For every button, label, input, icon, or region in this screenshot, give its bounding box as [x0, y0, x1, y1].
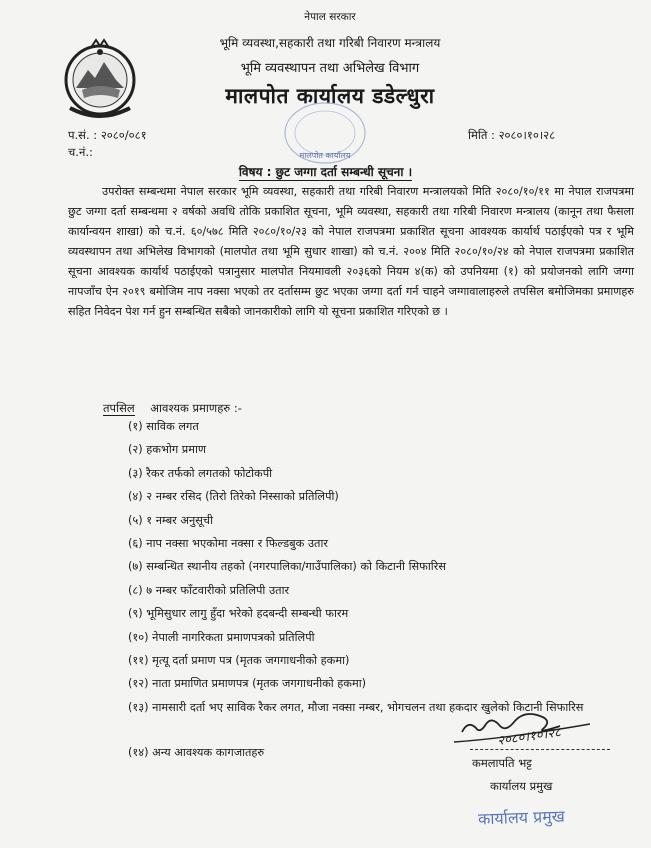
subject-line [0, 163, 651, 180]
tapsil-heading [103, 401, 242, 416]
list-item: (११) मृत्यू दर्ता प्रमाण पत्र (मृतक जगगाधनीको हकमा) [128, 653, 350, 667]
subject-text: विषय : छुट जग्गा दर्ता सम्बन्धी सूचना । [238, 165, 413, 179]
department-line: भूमि व्यवस्थापन तथा अभिलेख विभाग [240, 61, 420, 76]
list-item: (१) साविक लगत [128, 420, 199, 433]
notice-body: उपरोक्त सम्बन्धमा नेपाल सरकार भूमि व्यवस्था, सहकारी तथा गरिबी निवारण मन्त्रालयको मिति २०८०/१०/११ मा नेपाल राजपत्रमा छुट जग्गा दर्ता सम्बन्धमा २ वर्षको अवधि तोकि प्रकाशित सूचना, भूमि व्यवस्था, सहकारी तथा गरिबी निवारण मन्त्रालय (कानून तथा फैसला कार्यान्वयन शाखा) को च.नं. ६०/५७८ मिति २०८०/१०/२३ को नेपाल राजपत्रमा प्रकाशित सूचना आवश्यक कार्यार्थ पठाईएको पत्र र भूमि व्यवस्थापन तथा अभिलेख विभागको (मालपोत तथा भूमि सुधार शाखा) को च.नं. २००४ मिति २०८०/१०/२४ को नेपाल राजपत्रमा प्रकाशित सूचना आवश्यक कार्यार्थ पठाईएको पत्रानुसार मालपोत नियमावली २०३६को नियम ४(क) को उपनियमा (१) को प्रयोजनको लागि जग्गा नापजाँच ऐन २०१९ बमोजिम नाप नक्सा भएको तर दर्तासम्म छुट भएका जग्गा दर्ता गर्न चाहने जग्गावालाहरुले तपसिल बमोजिमका प्रमाणहरु सहित निवेदन पेश गर्न हुन सम्बन्धित सबैको जानकारीको लागि यो सूचना प्रकाशित गरिएको छ । [68, 185, 634, 318]
seal-text: मालपोत कार्यालय [299, 151, 351, 160]
ref-label: प.सं. : [68, 128, 98, 142]
list-item: (६) नाप नक्सा भएकोमा नक्सा र फिल्डबुक उतार [128, 536, 329, 550]
list-item: (७) सम्बन्धित स्थानीय तहको (नगरपालिका/गाउँपालिका) को किटानी सिफारिस [128, 560, 446, 574]
list-item: (१३) नामसारी दर्ता भए साविक रैकर लगत, मौजा नक्सा नम्बर, भोगचलन तथा हकदार खुलेको किटानी सिफारिस [128, 700, 584, 714]
list-item: (९) भूमिसुधार लागु हुँदा भरेको हदबन्दी सम्बन्धी फारम [128, 607, 349, 621]
list-item: (८) ७ नम्बर फाँटवारीको प्रतिलिपी उतार [128, 583, 290, 597]
dispatch-label: च.नं.: [68, 145, 93, 159]
reference-number [68, 128, 147, 143]
list-item: (२) हकभोग प्रमाण [128, 443, 207, 457]
dispatch-number [68, 145, 93, 160]
signature-mark-icon [440, 698, 620, 750]
signer-name: कमलापति भट्ट [472, 756, 532, 770]
government-line: नेपाल सरकार [304, 11, 356, 23]
ref-value: २०८०/०८१ [100, 128, 147, 142]
signature-line [470, 749, 610, 750]
tapsil-label: तपसिल [103, 401, 135, 415]
list-item: (१२) नाता प्रमाणित प्रमाणपत्र (मृतक जगगाधनीको हकमा) [128, 677, 367, 691]
list-item: (१०) नेपाली नागरिकता प्रमाणपत्रको प्रतिलिपी [128, 630, 315, 644]
list-item: (१४) अन्य आवश्यक कागजातहरु [128, 745, 265, 759]
office-head-stamp: कार्यालय प्रमुख [477, 806, 566, 829]
nepal-emblem-icon [62, 38, 138, 120]
office-seal-icon [280, 98, 370, 168]
list-item: (४) २ नम्बर रसिद (तिरो तिरेको निस्साको प्रतिलिपी) [128, 490, 339, 504]
handwritten-date: २०८०।१०।२८ [496, 725, 562, 749]
notice-date [468, 128, 555, 143]
tapsil-title: आवश्यक प्रमाणहरु :- [150, 401, 242, 415]
date-label: मिति : [468, 128, 495, 142]
office-title: मालपोत कार्यालय डडेल्धुरा [225, 84, 435, 108]
ministry-line: भूमि व्यवस्था,सहकारी तथा गरिबी निवारण मन्त्रालय [219, 36, 441, 50]
signer-title: कार्यालय प्रमुख [490, 779, 553, 793]
list-item: (५) १ नम्बर अनुसूची [128, 513, 214, 527]
list-item: (३) रैकर तर्फको लगतको फोटोकपी [128, 466, 273, 480]
date-value: २०८०।१०।२८ [498, 128, 556, 142]
